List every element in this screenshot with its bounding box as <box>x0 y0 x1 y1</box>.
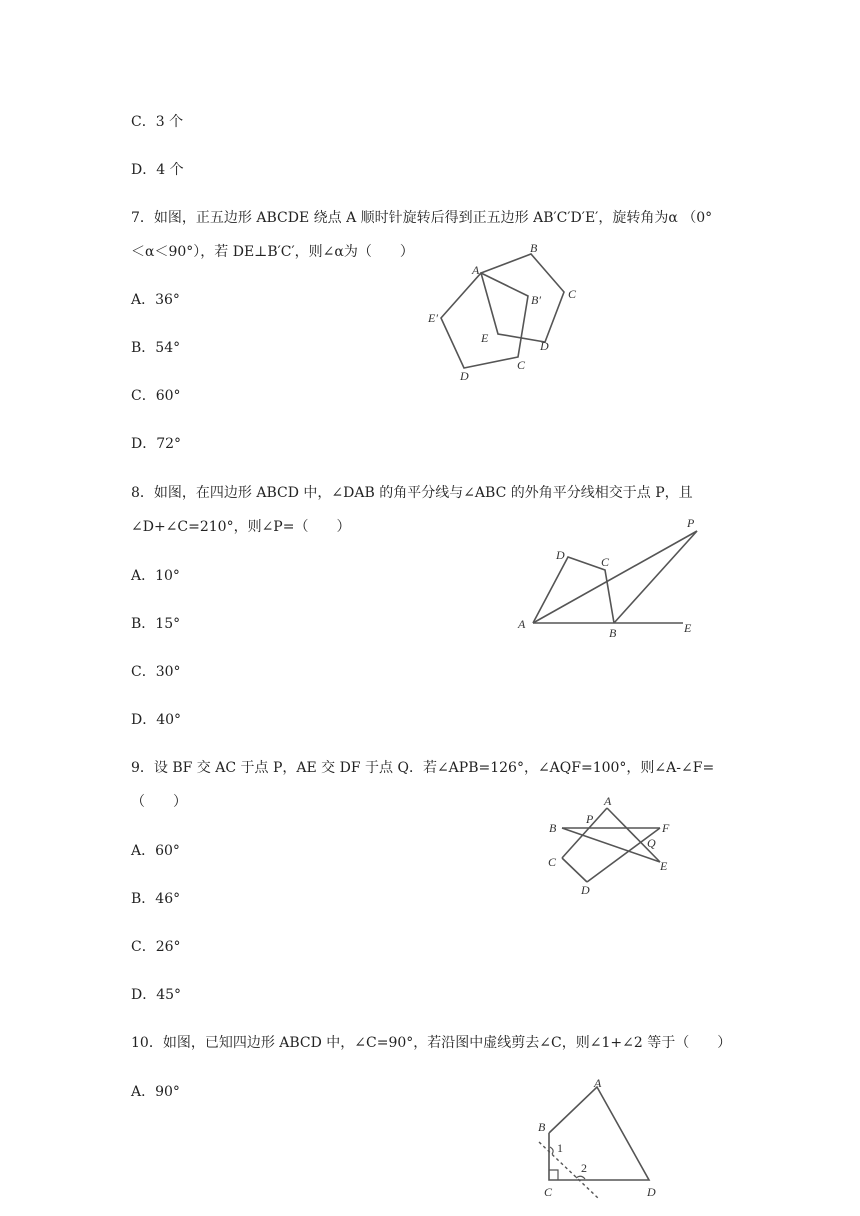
q9-stem-line1: 9．设 BF 交 AC 于点 P，AE 交 DF 于点 Q．若∠APB=126°，∠AQF=100°，则∠A-∠F= <box>131 760 715 776</box>
q6-option-c: C．3 个 <box>131 114 184 130</box>
q10-quadrilateral-figure <box>528 1072 668 1212</box>
q9-stem-line2: （ ） <box>131 794 187 810</box>
q7-label-a: A <box>472 263 480 277</box>
q9-label-b: B <box>549 821 557 835</box>
q8-quadrilateral-figure <box>510 510 710 645</box>
q9-option-a: A．60° <box>131 843 180 859</box>
q7-option-c: C．60° <box>131 388 181 404</box>
q7-label-e: E <box>481 331 489 345</box>
q9-star-figure <box>540 790 690 900</box>
q7-label-c: C <box>568 287 577 301</box>
q9-label-d: D <box>581 883 590 897</box>
q8-stem-line1: 8．如图，在四边形 ABCD 中，∠DAB 的角平分线与∠ABC 的外角平分线相交于点 P，且 <box>131 485 693 501</box>
q9-label-c: C <box>548 855 557 869</box>
q7-stem-line1: 7．如图，正五边形 ABCDE 绕点 A 顺时针旋转后得到正五边形 AB′C′D′E′，旋转角为α （0° <box>131 210 713 226</box>
q8-label-p: P <box>687 516 695 530</box>
q10-label-angle1: 1 <box>557 1141 563 1155</box>
q10-label-d: D <box>647 1185 656 1199</box>
q7-label-d-prime: D <box>460 369 469 383</box>
q8-option-c: C．30° <box>131 664 181 680</box>
q9-option-c: C．26° <box>131 939 181 955</box>
q8-line-bp <box>614 531 697 623</box>
q10-angle2-arc <box>576 1176 585 1179</box>
q7-stem-line2: ＜α＜90°），若 DE⊥B′C′，则∠α为（ ） <box>131 244 414 260</box>
q8-option-a: A．10° <box>131 568 180 584</box>
q7-label-b-prime: B′ <box>531 293 541 307</box>
q9-option-b: B．46° <box>131 891 181 907</box>
q7-label-e-prime: E′ <box>428 311 438 325</box>
q8-label-d: D <box>556 548 565 562</box>
q7-option-d: D．72° <box>131 436 182 452</box>
q10-label-b: B <box>538 1120 546 1134</box>
q8-label-e: E <box>684 621 692 635</box>
q10-label-c: C <box>544 1185 553 1199</box>
q9-line-cd <box>562 858 587 882</box>
q7-label-b: B <box>530 241 538 255</box>
q9-line-ac <box>562 808 607 858</box>
q8-label-c: C <box>601 555 610 569</box>
q7-pentagon-figure <box>420 236 590 386</box>
q8-option-d: D．40° <box>131 712 182 728</box>
q10-stem-line1: 10．如图，已知四边形 ABCD 中，∠C=90°，若沿图中虚线剪去∠C，则∠1+∠2 等于（ ） <box>131 1035 732 1051</box>
q10-label-a: A <box>594 1076 602 1090</box>
q10-label-angle2: 2 <box>581 1161 587 1175</box>
q9-label-e: E <box>660 859 668 873</box>
q10-option-a: A．90° <box>131 1084 180 1100</box>
q8-label-b: B <box>609 626 617 640</box>
q7-option-b: B．54° <box>131 340 181 356</box>
q9-line-be <box>562 828 660 862</box>
q7-option-a: A．36° <box>131 292 180 308</box>
q6-option-d: D．4 个 <box>131 162 184 178</box>
q10-angle1-arc <box>550 1147 553 1154</box>
q10-quad-abcd <box>549 1087 649 1180</box>
q8-option-b: B．15° <box>131 616 181 632</box>
q9-option-d: D．45° <box>131 987 182 1003</box>
q9-label-f: F <box>662 821 670 835</box>
q9-label-p: P <box>586 812 594 826</box>
q9-line-ae <box>607 808 660 862</box>
q9-label-a: A <box>604 794 612 808</box>
q7-label-c-prime: C <box>517 358 526 372</box>
q8-label-a: A <box>518 617 526 631</box>
q10-right-angle-mark <box>549 1170 558 1180</box>
q7-label-d: D <box>540 339 549 353</box>
q9-label-q: Q <box>647 836 656 850</box>
q8-stem-line2: ∠D+∠C=210°，则∠P=（ ） <box>131 519 351 535</box>
